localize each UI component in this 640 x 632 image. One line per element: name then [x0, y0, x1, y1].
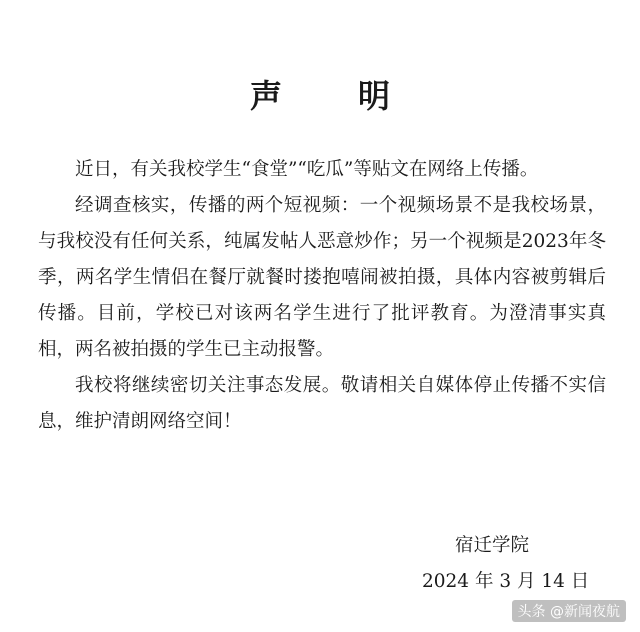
- signature-date: 2024 年 3 月 14 日: [422, 571, 590, 592]
- signature-institution: 宿迁学院: [455, 535, 530, 556]
- watermark: 头条 @新闻夜航: [512, 600, 626, 622]
- paragraph-3: 我校将继续密切关注事态发展。敬请相关自媒体停止传播不实信息，维护清朗网络空间！: [38, 375, 606, 432]
- paragraph-1: 近日，有关我校学生“食堂”“吃瓜”等贴文在网络上传播。: [75, 159, 539, 180]
- document-title: 声 明: [249, 77, 412, 115]
- paragraph-2: 经调查核实，传播的两个短视频：一个视频场景不是我校场景，与我校没有任何关系，纯属发帖人恶意炒作；另一个视频是2023年冬季，两名学生情侣在餐厅就餐时搂抱嘻闹被拍摄，具体内容被剪辑后传播。目前，学校已对该两名学生进行了批评教育。为澄清事实真相，两名被拍摄的学生已主动报警。: [38, 195, 606, 360]
- document-body: [38, 152, 606, 440]
